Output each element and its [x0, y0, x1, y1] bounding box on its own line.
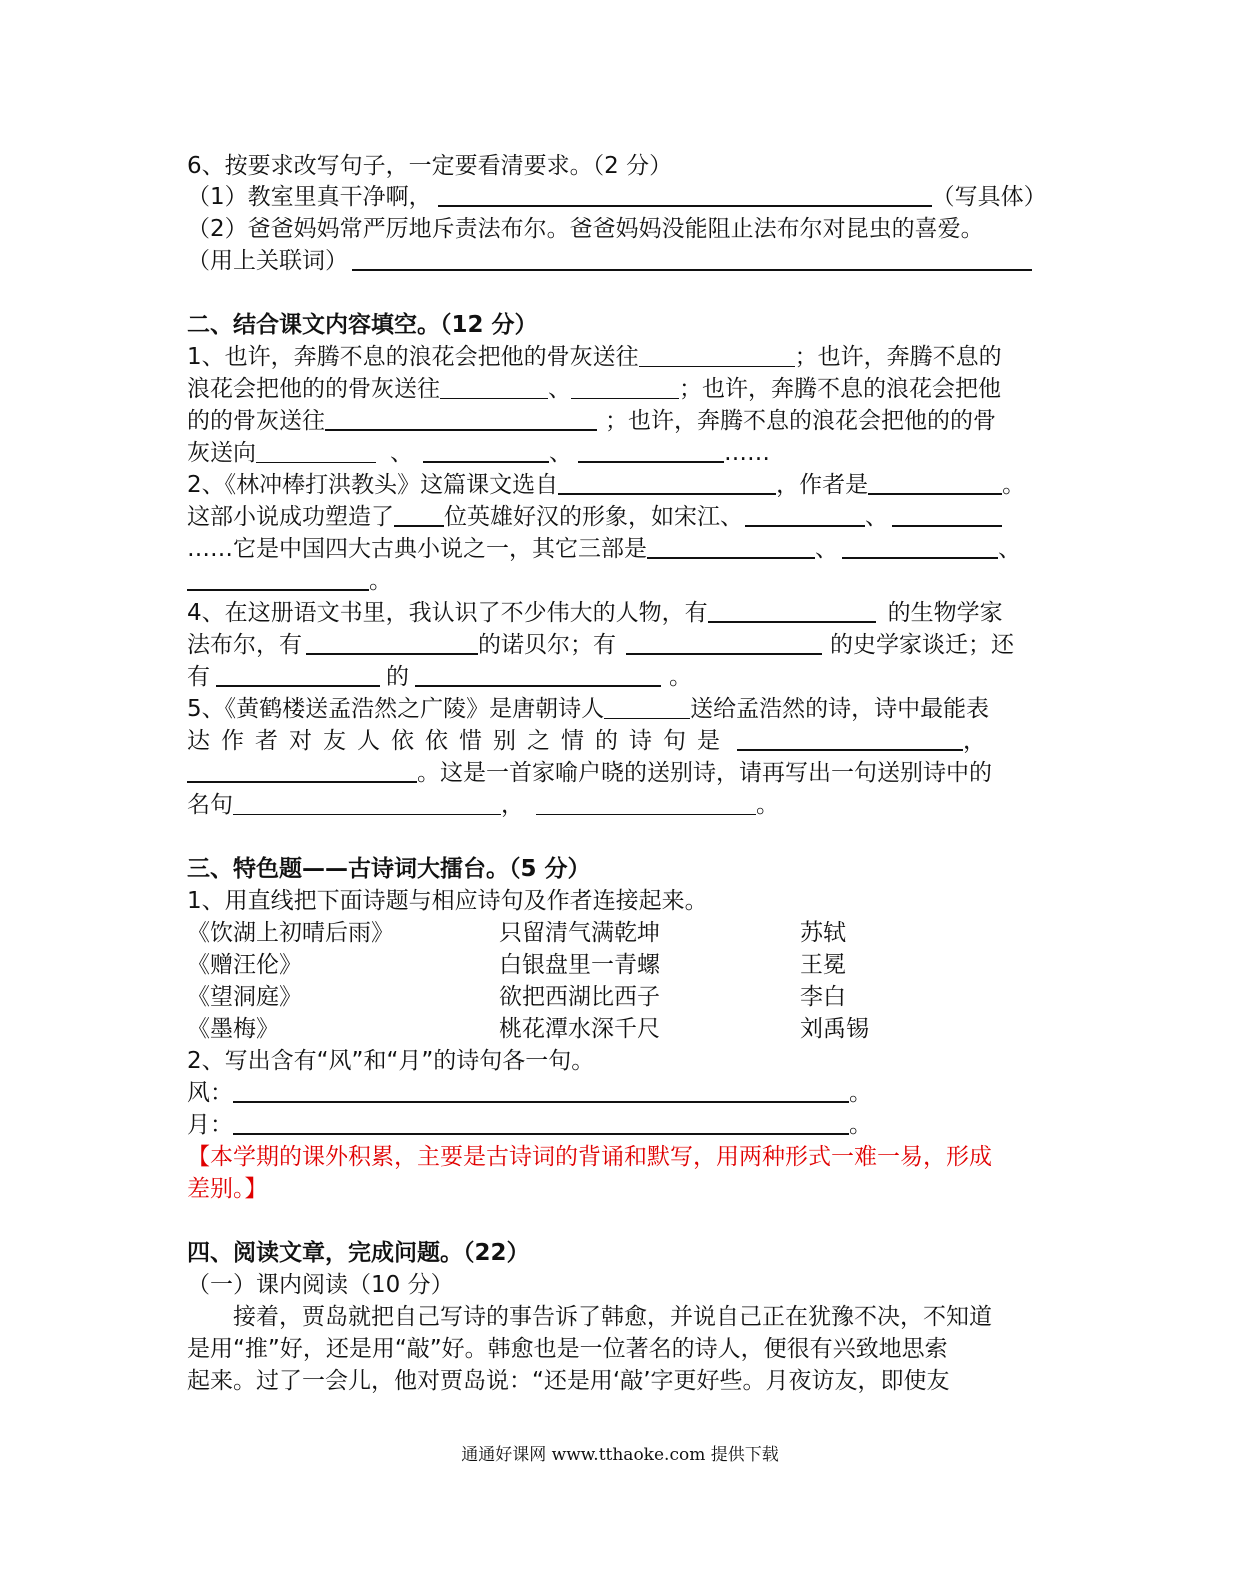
footer: 通通好课网 www.tthaoke.com 提供下载: [461, 1445, 779, 1465]
sec3-q1: 1、用直线把下面诗题与相应诗句及作者连接起来。: [187, 888, 708, 914]
sec3-title: 三、特色题——古诗词大擂台。（5 分）: [187, 856, 591, 882]
answer-blank[interactable]: [187, 759, 417, 783]
answer-blank[interactable]: [842, 535, 998, 559]
answer-blank[interactable]: [325, 407, 597, 431]
sec2-q2-line2: 这部小说成功塑造了 位英雄好汉的形象，如宋江、 、: [187, 501, 1037, 533]
sec2-q2-line4: 。: [187, 565, 1037, 597]
sec2-q5-line3: 。这是一首家喻户晓的送别诗，请再写出一句送别诗中的: [187, 757, 1037, 789]
passage-line: 是用“推”好，还是用“敲”好。韩愈也是一位著名的诗人，便很有兴致地思索: [187, 1336, 948, 1362]
poem-author: 李白: [800, 984, 846, 1010]
answer-blank[interactable]: [256, 440, 376, 463]
q6-s1: （1）教室里真干净啊， （写具体）: [187, 184, 1047, 210]
sec3-yue: 月： 。: [187, 1112, 872, 1138]
poem-line: 欲把西湖比西子: [499, 984, 660, 1010]
sec2-q1-line2: 浪花会把他的的骨灰送往 、 ；也许，奔腾不息的浪花会把他: [187, 376, 1001, 402]
sec3-note: 【本学期的课外积累，主要是古诗词的背诵和默写，用两种形式一难一易，形成: [187, 1144, 992, 1170]
poem-author: 王冕: [800, 952, 846, 978]
answer-blank[interactable]: [233, 1111, 849, 1135]
passage-line: 起来。过了一会儿，他对贾岛说：“还是用‘敲’字更好些。月夜访友，即使友: [187, 1368, 950, 1394]
answer-blank[interactable]: [233, 1079, 849, 1103]
sec2-q4-line2: 法布尔，有 的诺贝尔；有 的史学家谈迁；还: [187, 632, 1014, 658]
sec2-q5-line1: 5、《黄鹤楼送孟浩然之广陵》是唐朝诗人 送给孟浩然的诗，诗中最能表: [187, 696, 990, 722]
answer-blank[interactable]: [187, 567, 369, 591]
answer-blank[interactable]: [708, 599, 876, 623]
sec2-q1-line4: 灰送向 、 、 ……: [187, 440, 770, 466]
answer-blank[interactable]: [558, 471, 776, 495]
answer-blank[interactable]: [578, 439, 724, 463]
sec2-q1-line3: 的的骨灰送往 ；也许，奔腾不息的浪花会把他的的骨: [187, 408, 996, 434]
answer-blank[interactable]: [626, 631, 822, 655]
answer-blank[interactable]: [647, 535, 815, 559]
poem-title: 《墨梅》: [187, 1016, 279, 1042]
q6-s2: （2）爸爸妈妈常严厉地斥责法布尔。爸爸妈妈没能阻止法布尔对昆虫的喜爱。: [187, 216, 984, 242]
q6-title: 6、按要求改写句子，一定要看清要求。（2 分）: [187, 153, 673, 179]
q6-s2b: （用上关联词）: [187, 245, 1037, 277]
sec2-q2-line1: 2、《林冲棒打洪教头》这篇课文选自 ，作者是 。: [187, 472, 1026, 498]
answer-blank[interactable]: [604, 696, 690, 719]
answer-blank[interactable]: [639, 344, 795, 367]
answer-blank[interactable]: [438, 183, 932, 207]
sec3-q2: 2、写出含有“风”和“月”的诗句各一句。: [187, 1048, 595, 1074]
sec3-feng: 风： 。: [187, 1080, 872, 1106]
answer-blank[interactable]: [536, 792, 756, 815]
answer-blank[interactable]: [216, 663, 380, 687]
poem-title: 《望洞庭》: [187, 984, 302, 1010]
poem-title: 《饮湖上初晴后雨》: [187, 920, 394, 946]
poem-title: 《赠汪伦》: [187, 952, 302, 978]
poem-author: 苏轼: [800, 920, 846, 946]
answer-blank[interactable]: [440, 376, 548, 399]
sec3-note-cont: 差别。】: [187, 1176, 268, 1202]
passage-line: 接着，贾岛就把自己写诗的事告诉了韩愈，并说自己正在犹豫不决，不知道: [233, 1304, 992, 1330]
sec2-q5-line4: 名句 ， 。: [187, 792, 779, 818]
sec2-q4-line3: 有 的 。: [187, 664, 692, 690]
poem-line: 只留清气满乾坤: [499, 920, 660, 946]
sec4-sub: （一）课内阅读（10 分）: [187, 1272, 454, 1298]
sec2-q4-line1: 4、在这册语文书里，我认识了不少伟大的人物，有 的生物学家: [187, 600, 1003, 626]
answer-blank[interactable]: [352, 247, 1032, 271]
answer-blank[interactable]: [868, 471, 1002, 495]
answer-blank[interactable]: [233, 792, 501, 815]
answer-blank[interactable]: [306, 631, 478, 655]
sec4-title: 四、阅读文章，完成问题。（22）: [187, 1240, 530, 1266]
answer-blank[interactable]: [394, 503, 444, 527]
sec2-title: 二、结合课文内容填空。（12 分）: [187, 312, 538, 338]
answer-blank[interactable]: [737, 727, 963, 751]
poem-line: 白银盘里一青螺: [499, 952, 660, 978]
answer-blank[interactable]: [415, 663, 661, 687]
answer-blank[interactable]: [745, 503, 865, 527]
poem-line: 桃花潭水深千尺: [499, 1016, 660, 1042]
answer-blank[interactable]: [892, 503, 1002, 527]
sec2-q2-line3: ……它是中国四大古典小说之一，其它三部是 、 、: [187, 536, 1021, 562]
poem-author: 刘禹锡: [800, 1016, 869, 1042]
sec2-q5-line2: 达作者对友人依依惜别之情的诗句是 ，: [187, 728, 986, 754]
answer-blank[interactable]: [571, 376, 679, 399]
answer-blank[interactable]: [423, 439, 549, 463]
sec2-q1-line1: 1、也许，奔腾不息的浪花会把他的骨灰送往 ；也许，奔腾不息的: [187, 344, 1002, 370]
